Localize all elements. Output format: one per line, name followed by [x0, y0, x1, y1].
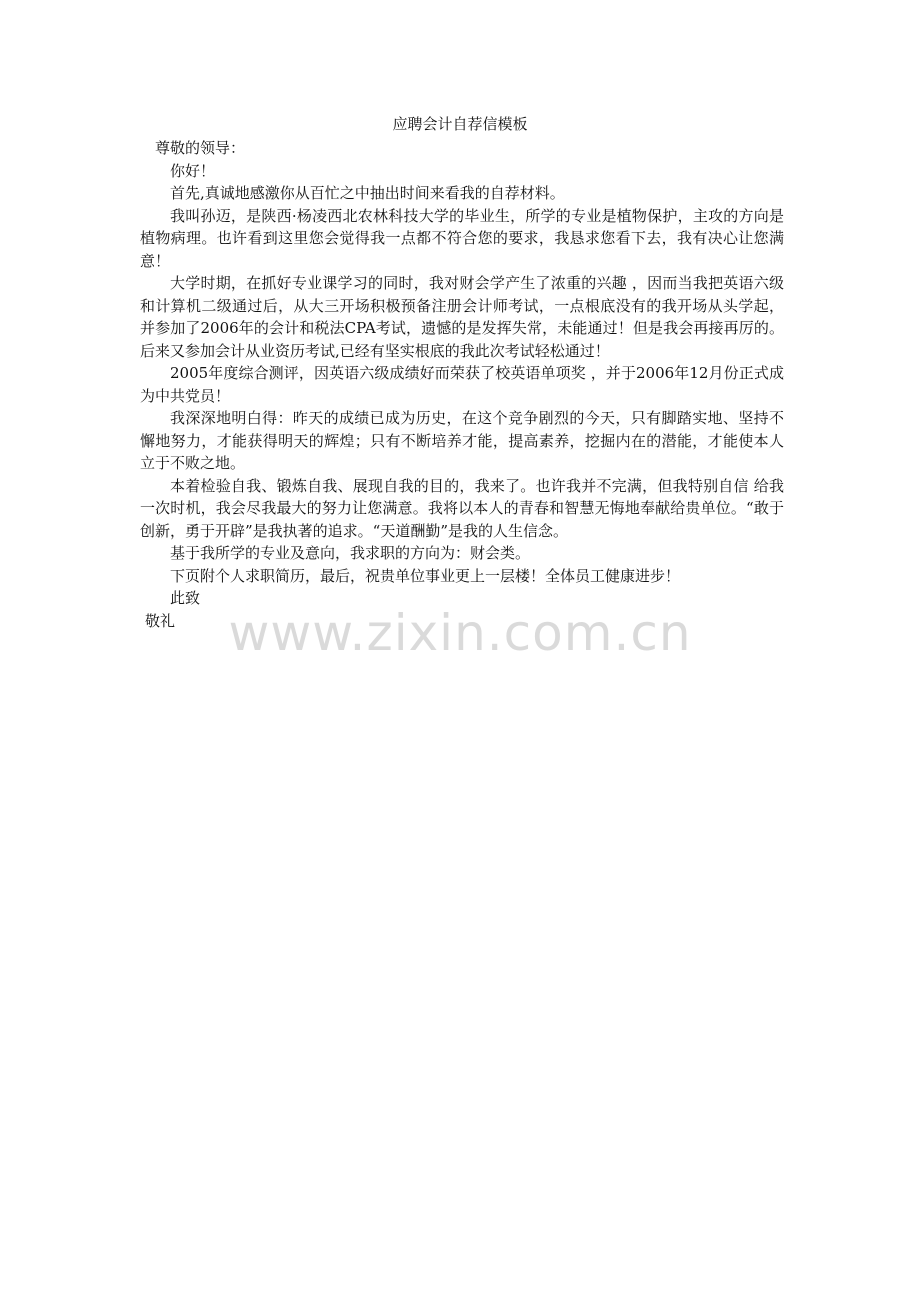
paragraph-motivation: 本着检验自我、锻炼自我、展现自我的目的，我来了。也许我并不完满，但我特别自信 给我一次时机，我会尽我最大的努力让您满意。我将以本人的青春和智慧无悔地奉献给贵单位。“敢于创新，勇于开辟”是我执著的追求。“天道酬勤”是我的人生信念。 — [140, 476, 784, 540]
paragraph-awards: 2005年度综合测评，因英语六级成绩好而荣获了校英语单项奖 ，并于2006年12月份正式成为中共党员！ — [140, 364, 784, 405]
paragraph-self-introduction: 我叫孙迈，是陕西·杨凌西北农林科技大学的毕业生，所学的专业是植物保护，主攻的方向是植物病理。也许看到这里您会觉得我一点都不符合您的要求，我恳求您看下去，我有决心让您满意！ — [140, 206, 784, 270]
regards: 敬礼 — [145, 611, 176, 630]
closing: 此致 — [170, 589, 201, 607]
paragraph-understanding: 我深深地明白得：昨天的成绩已成为历史，在这个竞争剧烈的今天，只有脚踏实地、坚持不懈地努力，才能获得明天的辉煌；只有不断培养才能，提高素养，挖掘内在的潜能，才能使本人立于不败之地。 — [140, 409, 784, 472]
paragraph-university-study: 大学时期，在抓好专业课学习的同时，我对财会学产生了浓重的兴趣 ，因而当我把英语六级和计算机二级通过后，从大三开场积极预备注册会计师考试，一点根底没有的我开场从头学起，并参加了2006年的会计和税法CPA考试，遗憾的是发挥失常，未能通过！但是我会再接再厉的。后来又参加会计从业资历考试,已经有坚实根底的我此次考试轻松通过！ — [140, 274, 784, 360]
letter-body — [140, 137, 784, 632]
document-title: 应聘会计自荐信模板 — [392, 115, 528, 133]
paragraph-intro: 首先,真诚地感激你从百忙之中抽出时间来看我的自荐材料。 — [170, 184, 565, 202]
paragraph-attachment-note: 下页附个人求职简历，最后，祝贵单位事业更上一层楼！全体员工健康进步！ — [170, 566, 681, 585]
salutation: 尊敬的领导： — [155, 139, 246, 157]
paragraph-job-direction: 基于我所学的专业及意向，我求职的方向为：财会类。 — [170, 544, 531, 562]
greeting: 你好！ — [170, 161, 216, 180]
watermark: www.zixin.com.cn — [228, 604, 692, 662]
